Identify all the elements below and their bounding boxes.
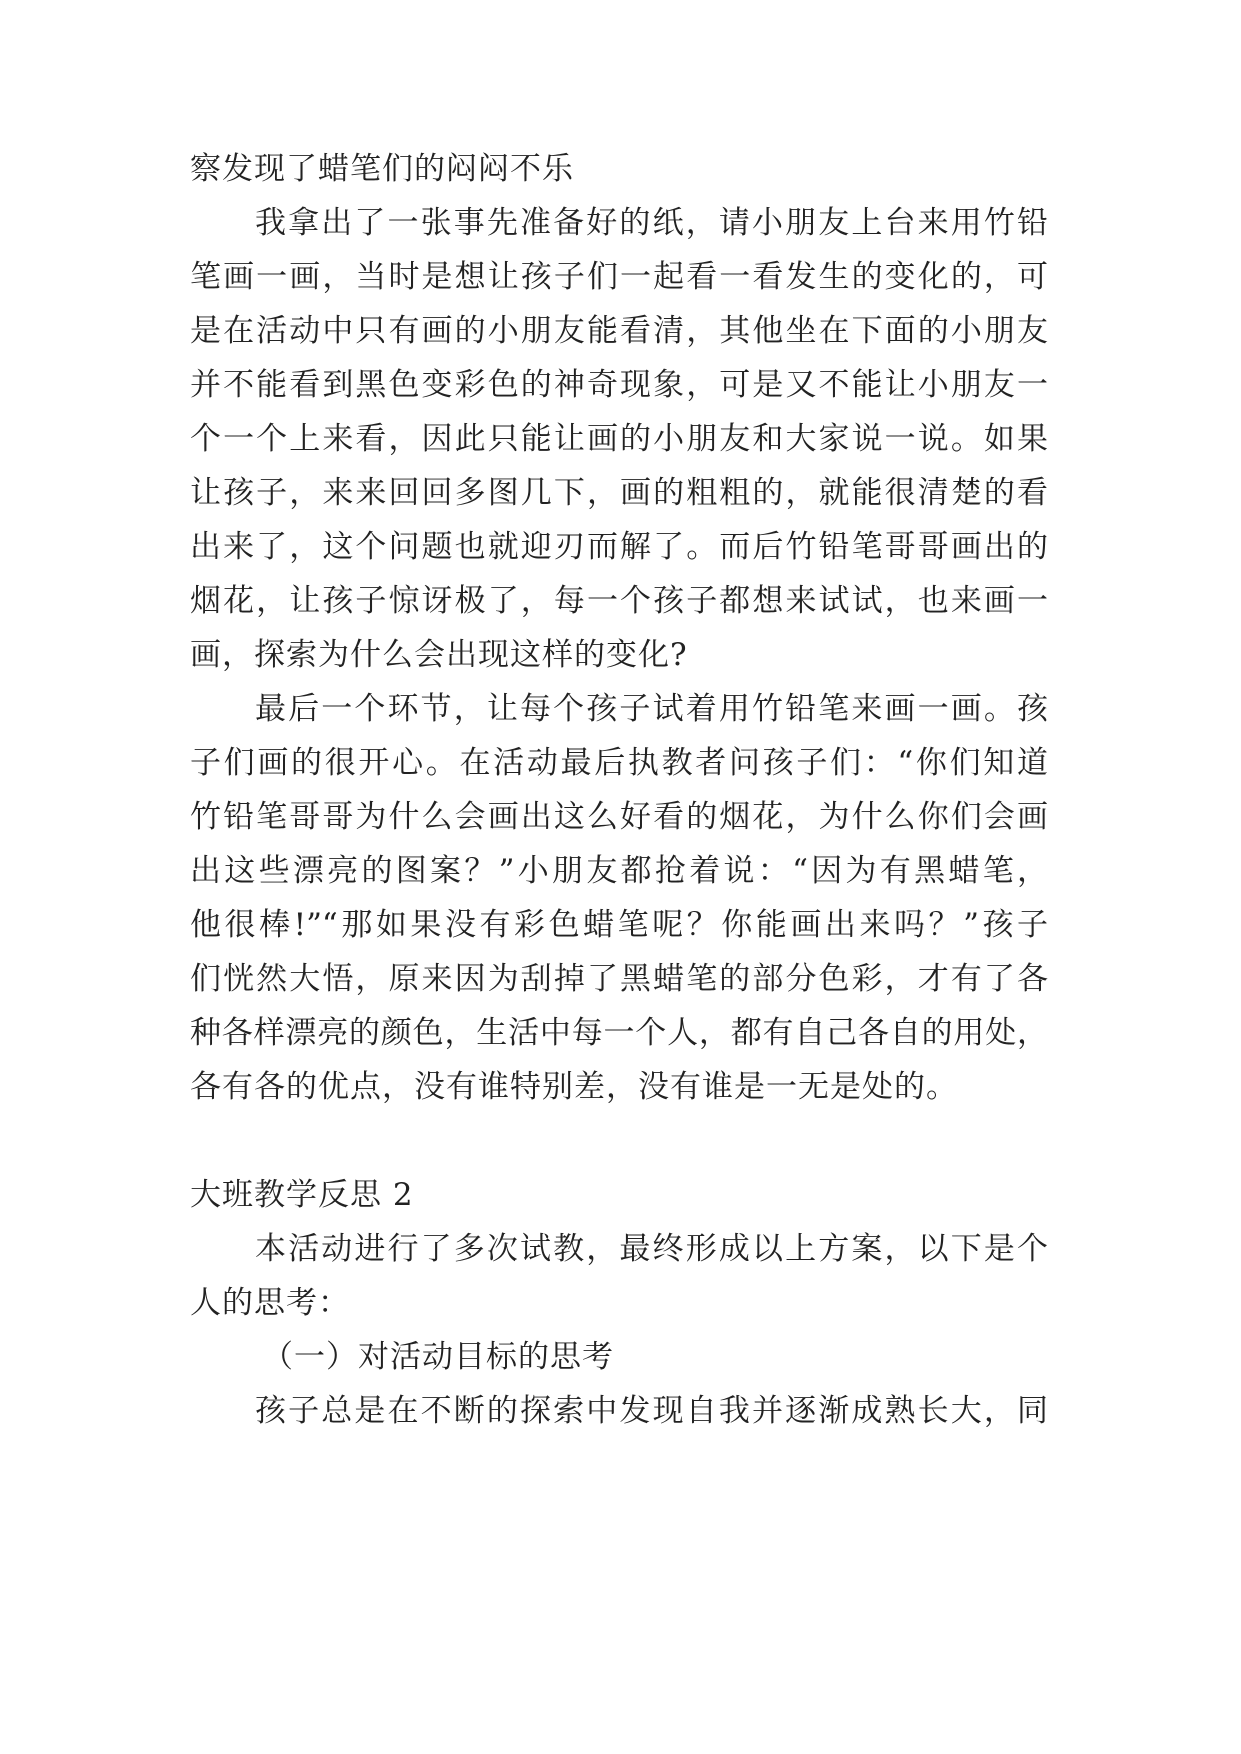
paragraph-2-line-4: 出这些漂亮的图案？”小朋友都抢着说：“因为有黑蜡笔， — [190, 853, 1048, 889]
text-line: 察发现了蜡笔们的闷闷不乐 — [190, 151, 574, 187]
paragraph-4-line-1: 孩子总是在不断的探索中发现自我并逐渐成熟长大，同 — [255, 1393, 1048, 1429]
paragraph-1-line-8: 烟花，让孩子惊讶极了，每一个孩子都想来试试，也来画一 — [190, 583, 1048, 619]
paragraph-1-line-5: 个一个上来看，因此只能让画的小朋友和大家说一说。如果 — [190, 421, 1048, 457]
paragraph-2-line-1: 最后一个环节，让每个孩子试着用竹铅笔来画一画。孩 — [255, 691, 1048, 727]
section-heading: 大班教学反思 2 — [190, 1177, 414, 1213]
paragraph-3-line-2: 人的思考： — [190, 1285, 350, 1321]
paragraph-1-line-9: 画，探索为什么会出现这样的变化? — [190, 637, 688, 673]
paragraph-2-line-2: 子们画的很开心。在活动最后执教者问孩子们：“你们知道 — [190, 745, 1048, 781]
paragraph-1-line-1: 我拿出了一张事先准备好的纸，请小朋友上台来用竹铅 — [255, 205, 1048, 241]
paragraph-1-line-7: 出来了，这个问题也就迎刃而解了。而后竹铅笔哥哥画出的 — [190, 529, 1048, 565]
paragraph-1-line-2: 笔画一画，当时是想让孩子们一起看一看发生的变化的，可 — [190, 259, 1048, 295]
paragraph-1-line-6: 让孩子，来来回回多图几下，画的粗粗的，就能很清楚的看 — [190, 475, 1048, 511]
subsection-heading: （一）对活动目标的思考 — [262, 1339, 614, 1375]
paragraph-2-line-5: 他很棒!”“那如果没有彩色蜡笔呢？你能画出来吗？”孩子 — [190, 907, 1048, 943]
paragraph-3-line-1: 本活动进行了多次试教，最终形成以上方案，以下是个 — [255, 1231, 1048, 1267]
paragraph-1-line-4: 并不能看到黑色变彩色的神奇现象，可是又不能让小朋友一 — [190, 367, 1048, 403]
paragraph-1-line-3: 是在活动中只有画的小朋友能看清，其他坐在下面的小朋友 — [190, 313, 1048, 349]
paragraph-2-line-3: 竹铅笔哥哥为什么会画出这么好看的烟花，为什么你们会画 — [190, 799, 1048, 835]
paragraph-2-line-7: 种各样漂亮的颜色，生活中每一个人，都有自己各自的用处， — [190, 1015, 1048, 1051]
paragraph-2-line-8: 各有各的优点，没有谁特别差，没有谁是一无是处的。 — [190, 1069, 958, 1105]
paragraph-2-line-6: 们恍然大悟，原来因为刮掉了黑蜡笔的部分色彩，才有了各 — [190, 961, 1048, 997]
